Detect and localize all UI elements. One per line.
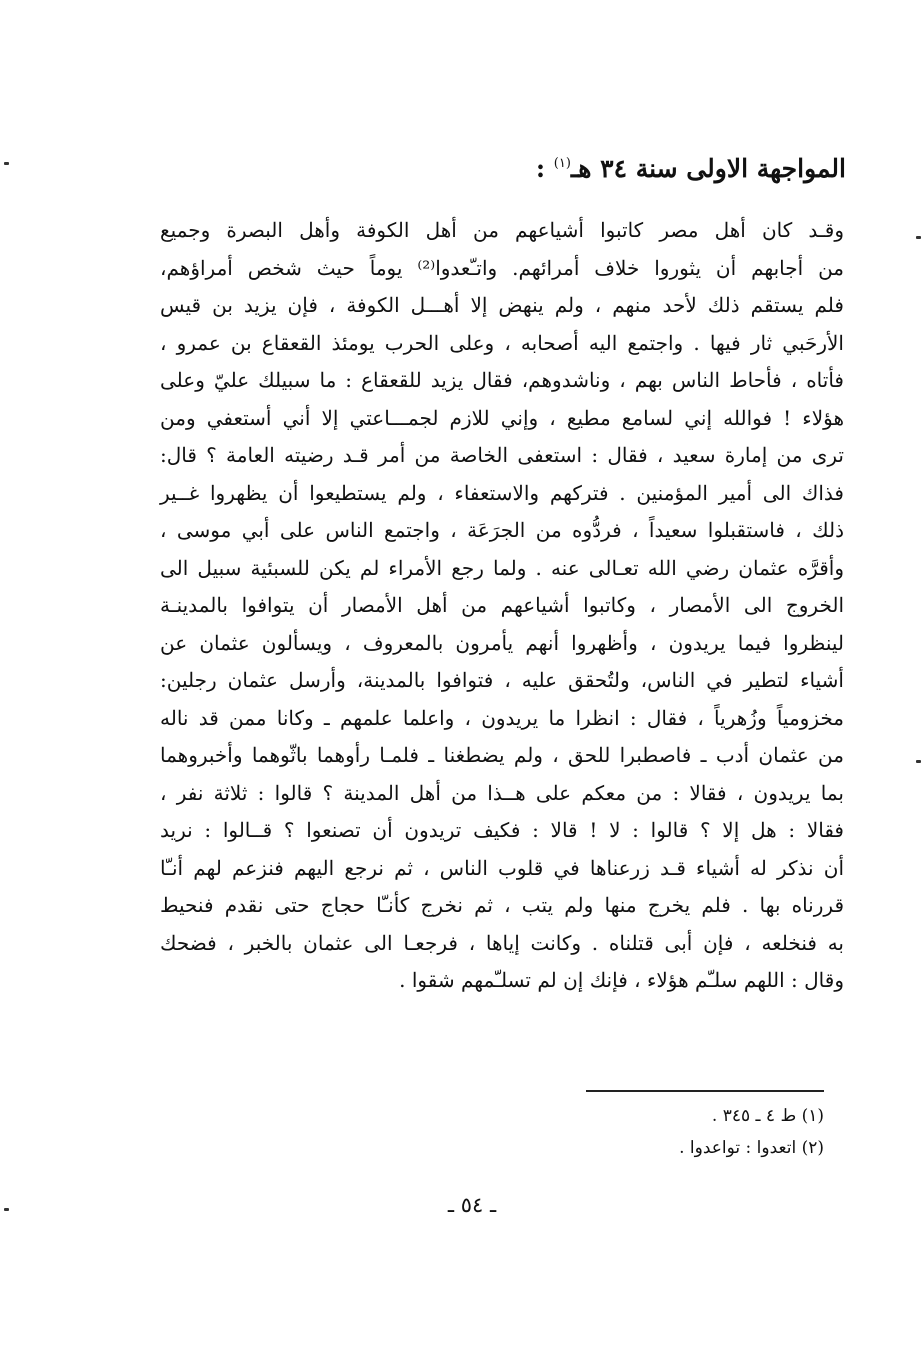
text-line: الأرحَبي ثار فيها . واجتمع اليه أصحابه ، وعلى الحرب يومئذ القعقاع بن عمرو ، [160,330,844,355]
text-line: قررناه بها . فلم يخرج منها ولم يتب ، ثم نخرج كأنـّا حجاج حتى نقدم فنحيط [160,893,844,917]
text-line: من عثمان أدب ـ فاصطبرا للحق ، ولم يضطغنا ـ فلمـا رأوهما باثّوهما وأخبروهما [160,743,844,767]
section-heading [86,146,846,187]
footnote-reference: (١) [553,156,571,171]
text-line: فذاك الى أمير المؤمنين . فتركهم والاستعفاء ، ولم يستطيعوا أن يظهروا غــير [160,480,844,505]
section-heading-title: المواجهة الاولى سنة ٣٤ هـ [570,154,846,183]
text-line: مخزومياً وزُهرياً ، فقال : انظرا ما يريدون ، واعلما علمهم ـ وكانا ممن قد ناله [160,705,844,730]
scan-speck [916,236,921,239]
text-line: الخروج الى الأمصار ، وكاتبوا أشياعهم من أهل الأمصار أن يتوافوا بالمدينـة [160,593,844,617]
footnote-divider [586,1090,824,1092]
scan-speck [4,1208,9,1211]
page-number: ـ ٥٤ ـ [447,1193,497,1217]
text-line-last: وقال : اللهم سلـّم هؤلاء ، فإنك إن لم تسلـّمهم شقوا . [399,968,844,992]
text-line: بما يريدون ، فقالا : من معكم على هــذا من أهل المدينة ؟ قالوا : ثلاثة نفر ، [160,780,844,805]
heading-colon: : [535,154,546,183]
footnote-2: (٢) اتعدوا : تواعدوا . [679,1138,824,1158]
text-line: من أجابهم أن يثوروا خلاف أمرائهم. واتـّعدوا⁽²⁾ يوماً حيث شخص أمراؤهم، [160,255,845,280]
text-line: وأقرَّه عثمان رضي الله تعـالى عنه . ولما رجع الأمراء لم يكن للسبئية سبيل الى [160,555,844,580]
footnotes [424,1100,824,1164]
text-line: ترى من إمارة سعيد ، فقال : استعفى الخاصة من أمر قـد رضيته العامة ؟ قال: [160,443,844,467]
text-line: أن نذكر له أشياء قـد زرعناها في قلوب الناس ، ثم نرجع اليهم فنزعم لهم أنـّا [160,855,844,880]
text-line: ذلك ، فاستقبلوا سعيداً ، فردُّوه من الجرَعَة ، واجتمع الناس على أبي موسى ، [160,518,844,542]
text-line: فقالا : هل إلا ؟ قالوا : لا ! قالا : فكيف تريدون أن تصنعوا ؟ قــالوا : نريد [160,818,844,842]
text-line: به فنخلعه ، فإن أبى قتلناه . وكانت إياها ، فرجعـا الى عثمان بالخبر ، فضحك [160,930,844,955]
footnote-1: (١) ط ٤ ـ ٣٤٥ . [711,1106,824,1126]
scan-speck [4,162,9,165]
text-line: فأتاه ، فأحاط الناس بهم ، وناشدوهم، فقال يزيد للقعقاع : ما سبيلك عليّ وعلى [160,368,844,392]
text-line: وقـد كان أهل مصر كاتبوا أشياعهم من أهل الكوفة وأهل البصرة وجميع [160,218,844,242]
scan-speck [916,760,921,763]
text-line: فلم يستقم ذلك لأحد منهم ، ولم ينهض إلا أهـــل الكوفة ، فإن يزيد بن قيس [160,293,844,317]
text-line: أشياء لتطير في الناس، ولتُحقق عليه ، فتوافوا بالمدينة، وأرسل عثمان رجلين: [160,668,844,692]
body-text [160,212,844,1000]
text-line: لينظروا فيما يريدون ، وأظهروا أنهم يأمرون بالمعروف ، ويسألون عثمان عن [160,630,844,655]
text-line: هؤلاء ! فوالله إني لسامع مطيع ، وإني للازم لجمـــاعتي إلا أني أستعفي ومن [160,405,844,430]
